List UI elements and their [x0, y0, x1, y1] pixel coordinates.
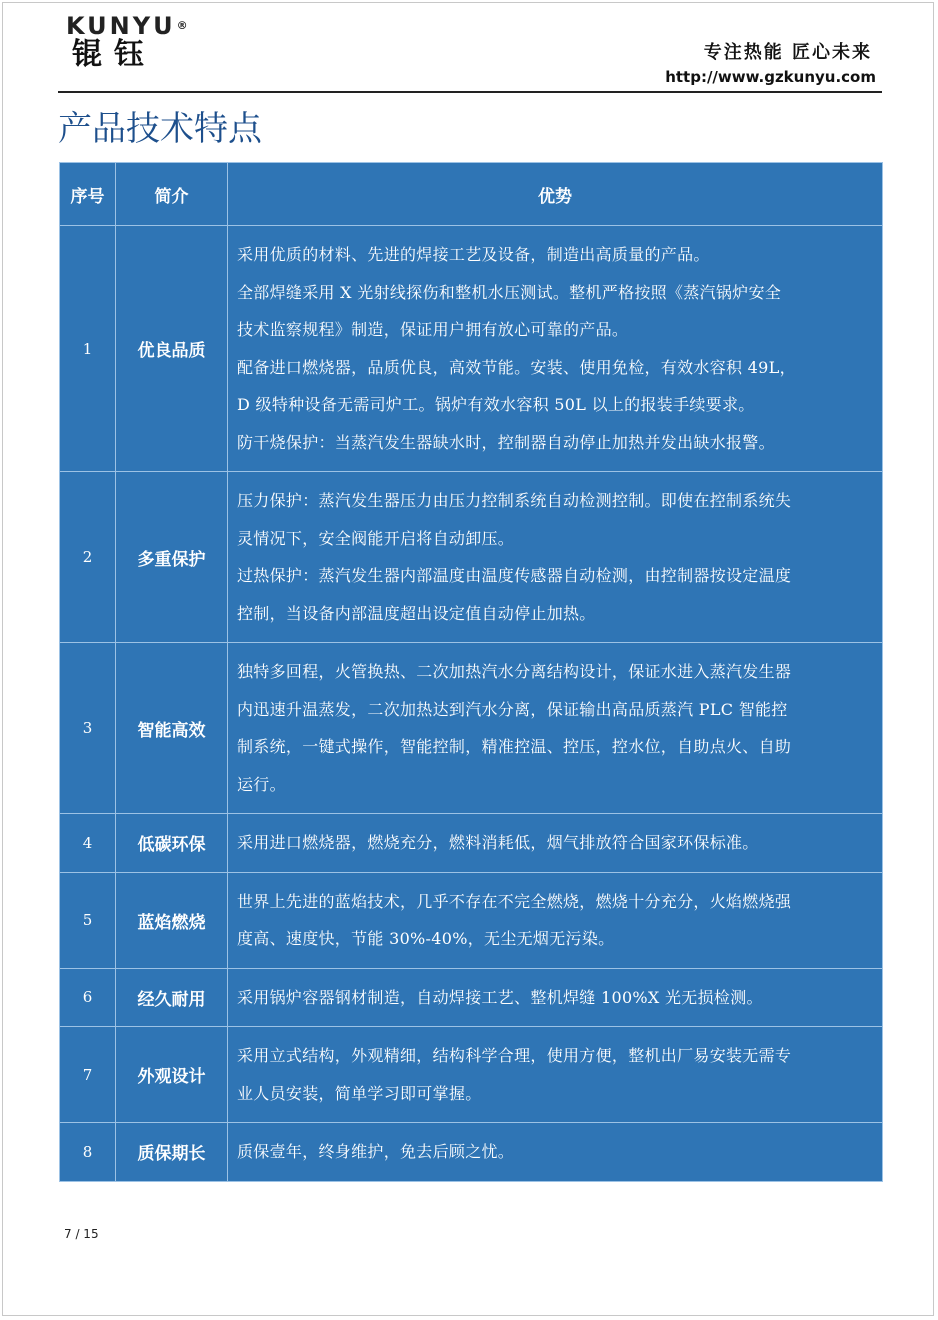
feature-description	[228, 872, 883, 968]
features-table	[59, 162, 883, 1182]
description-line: D 级特种设备无需司炉工。锅炉有效水容积 50L 以上的报装手续要求。	[237, 395, 755, 414]
website-url[interactable]: http://www.gzkunyu.com	[665, 68, 876, 86]
feature-description	[228, 472, 883, 643]
description-line: 运行。	[237, 774, 286, 794]
page-number: 7 / 15	[64, 1227, 99, 1241]
description-line: 质保壹年，终身维护，免去后顾之忧。	[237, 1142, 515, 1161]
table-row	[60, 1027, 883, 1123]
feature-name: 质保期长	[116, 1123, 228, 1182]
table-row	[60, 472, 883, 643]
row-number: 5	[60, 872, 116, 968]
description-line: 度高、速度快，节能 30%-40%，无尘无烟无污染。	[237, 929, 615, 948]
description-line: 防干烧保护：当蒸汽发生器缺水时，控制器自动停止加热并发出缺水报警。	[237, 432, 775, 452]
table-row	[60, 814, 883, 873]
row-number: 8	[60, 1123, 116, 1182]
description-line: 控制，当设备内部温度超出设定值自动停止加热。	[237, 603, 596, 623]
description-line: 采用进口燃烧器，燃烧充分，燃料消耗低，烟气排放符合国家环保标准。	[237, 833, 759, 852]
feature-description	[228, 968, 883, 1027]
feature-name: 外观设计	[116, 1027, 228, 1123]
row-number: 2	[60, 472, 116, 643]
header-desc: 优势	[228, 163, 883, 226]
company-logo	[66, 14, 188, 72]
feature-name: 多重保护	[116, 472, 228, 643]
description-line: 技术监察规程》制造，保证用户拥有放心可靠的产品。	[237, 320, 629, 339]
feature-name: 优良品质	[116, 226, 228, 472]
table-row	[60, 1123, 883, 1182]
description-line: 采用锅炉容器钢材制造，自动焊接工艺、整机焊缝 100%X 光无损检测。	[237, 987, 763, 1007]
description-line: 世界上先进的蓝焰技术，几乎不存在不完全燃烧，燃烧十分充分，火焰燃烧强	[237, 891, 792, 911]
table-row	[60, 226, 883, 472]
feature-description	[228, 643, 883, 814]
row-number: 7	[60, 1027, 116, 1123]
feature-name: 经久耐用	[116, 968, 228, 1027]
feature-description	[228, 814, 883, 873]
table-row	[60, 643, 883, 814]
description-line: 制系统，一键式操作，智能控制，精准控温、控压，控水位，自助点火、自助	[237, 737, 792, 756]
row-number: 1	[60, 226, 116, 472]
feature-description	[228, 226, 883, 472]
page-title: 产品技术特点	[58, 109, 262, 149]
table-row	[60, 872, 883, 968]
feature-name: 蓝焰燃烧	[116, 872, 228, 968]
header-no: 序号	[60, 163, 116, 226]
logo-chinese-name: 锟钰	[72, 37, 156, 72]
table-header-row	[60, 163, 883, 226]
table-row	[60, 968, 883, 1027]
feature-name: 智能高效	[116, 643, 228, 814]
description-line: 过热保护：蒸汽发生器内部温度由温度传感器自动检测，由控制器按设定温度	[237, 566, 792, 585]
feature-description	[228, 1123, 883, 1182]
description-line: 压力保护：蒸汽发生器压力由压力控制系统自动检测控制。即使在控制系统失	[237, 491, 792, 510]
description-line: 业人员安装，简单学习即可掌握。	[237, 1083, 482, 1103]
row-number: 3	[60, 643, 116, 814]
description-line: 采用立式结构，外观精细，结构科学合理，使用方便，整机出厂易安装无需专	[237, 1046, 792, 1065]
row-number: 4	[60, 814, 116, 873]
logo-wordmark: KUNYU®	[66, 12, 188, 40]
description-line: 配备进口燃烧器，品质优良，高效节能。安装、使用免检，有效水容积 49L，	[237, 357, 796, 377]
header-divider	[58, 91, 882, 93]
description-line: 灵情况下，安全阀能开启将自动卸压。	[237, 528, 515, 548]
row-number: 6	[60, 968, 116, 1027]
feature-description	[228, 1027, 883, 1123]
feature-name: 低碳环保	[116, 814, 228, 873]
company-slogan: 专注热能 匠心未来	[703, 42, 872, 63]
description-line: 全部焊缝采用 X 光射线探伤和整机水压测试。整机严格按照《蒸汽锅炉安全	[237, 282, 782, 302]
description-line: 采用优质的材料、先进的焊接工艺及设备，制造出高质量的产品。	[237, 245, 710, 264]
description-line: 独特多回程，火管换热、二次加热汽水分离结构设计，保证水进入蒸汽发生器	[237, 662, 792, 681]
description-line: 内迅速升温蒸发，二次加热达到汽水分离，保证输出高品质蒸汽 PLC 智能控	[237, 699, 788, 719]
header-name: 简介	[116, 163, 228, 226]
